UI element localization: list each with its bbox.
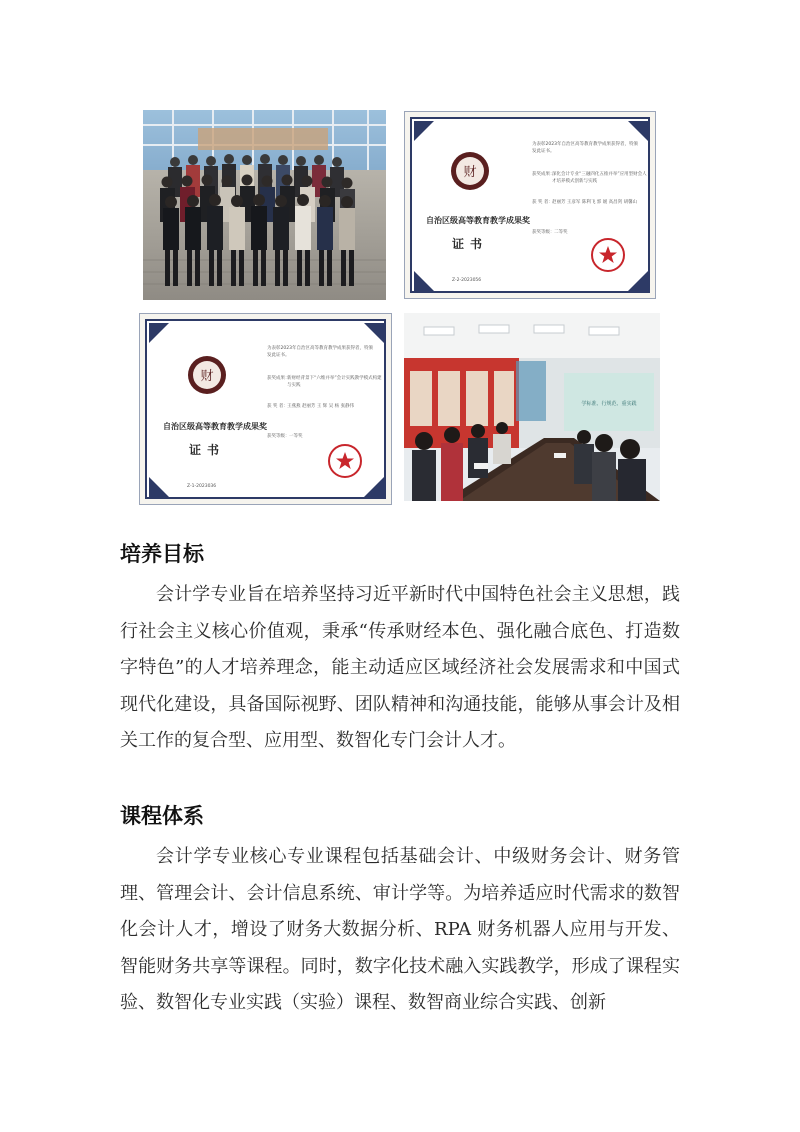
meeting-room-photo <box>404 313 660 501</box>
award-level: 一等奖 <box>289 434 303 439</box>
university-emblem-icon <box>450 151 490 191</box>
section-heading-training-goals: 培养目标 <box>120 542 204 566</box>
project-name: 深化会计专业“三融四化五推并举”应用型财会人才培养模式创新与实践 <box>552 172 647 184</box>
winners-names: 赵丽芳 王彦军 陈利飞 郭 媛 高昌剑 胡馨山 <box>552 200 638 205</box>
red-seal-icon <box>327 443 363 479</box>
section-body-curriculum: 会计学专业核心专业课程包括基础会计、中级财务会计、财务管理、管理会计、会计信息系统、审计学等。为培养适应时代需求的数智化会计人才，增设了财务大数据分析、RPA 财务机器人应用与开发、智能财务共享等课程。同时，数字化技术融入实践教学，形成了课程实验、数智化专业实践（实验）课程、数智商业综合实践、创新 <box>120 846 680 1013</box>
section-heading-curriculum: 课程体系 <box>120 804 204 828</box>
project-label: 获奖成果： <box>267 376 290 381</box>
projector-screen-text: 学标准、行规范、重实践 <box>581 401 637 407</box>
university-emblem-icon <box>187 355 227 395</box>
project-label: 获奖成果： <box>532 172 555 177</box>
certificate-big-title: 证书 <box>452 237 489 251</box>
certificate-number: Z-2-2023056 <box>452 278 482 283</box>
section-body-training-goals: 会计学专业旨在培养坚持习近平新时代中国特色社会主义思想，践行社会主义核心价值观，秉承“传承财经本色、强化融合底色、打造数字特色”的人才培养理念，能主动适应区域经济社会发展需求和中国式现代化建设，具备国际视野、团队精神和沟通技能，能够从事会计及相关工作的复合型、应用型、数智化专门会计人才。 <box>120 584 680 751</box>
winners-label: 获 奖 者： <box>532 200 553 205</box>
project-name: 新财经背景下“六维并举”会计实践教学模式构建与实践 <box>287 376 382 388</box>
certificate-big-title: 证书 <box>189 443 226 457</box>
winners-label: 获 奖 者： <box>267 404 288 409</box>
certificate-intro: 为表彰2023年自治区高等教育教学成果获得者，特颁发此证书。 <box>532 142 638 154</box>
certificate-second-prize <box>404 111 656 299</box>
svg-text:财: 财 <box>200 369 214 384</box>
red-seal-icon <box>590 237 626 273</box>
winners-names: 王燕燕 赵丽芳 王 辉 吴 杨 张静伟 <box>287 404 355 409</box>
certificate-first-prize <box>139 313 392 505</box>
award-level-label: 获奖等级： <box>532 230 555 235</box>
certificate-intro: 为表彰2023年自治区高等教育教学成果获得者，特颁发此证书。 <box>267 346 373 358</box>
award-level-label: 获奖等级： <box>267 434 290 439</box>
certificate-number: Z-1-2023036 <box>187 484 217 489</box>
group-photo <box>143 110 386 300</box>
award-title: 自治区级高等教育教学成果奖 <box>163 422 267 431</box>
award-title: 自治区级高等教育教学成果奖 <box>426 216 530 225</box>
award-level: 二等奖 <box>554 230 568 235</box>
svg-text:财: 财 <box>463 165 477 180</box>
